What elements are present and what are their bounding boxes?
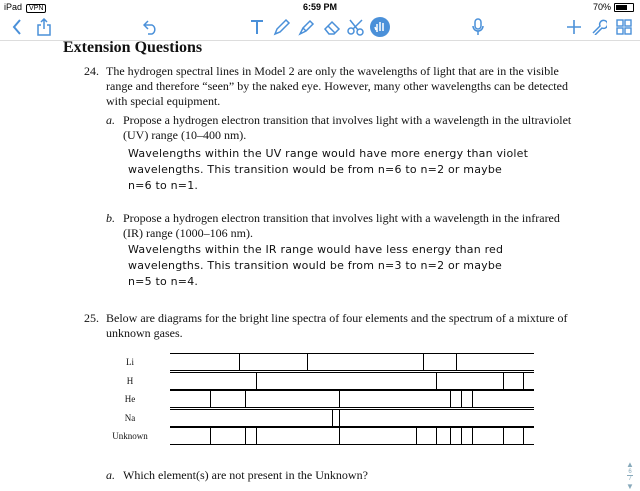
- spectral-line: [450, 391, 451, 407]
- wrench-icon[interactable]: [590, 16, 608, 38]
- spectral-line: [461, 391, 462, 407]
- status-bar: [0, 0, 640, 14]
- spectral-line: [339, 410, 340, 426]
- question-25-text: Below are diagrams for the bright line spectra of four elements and the spectrum of a mixture of unknown gases.: [106, 311, 568, 340]
- spectral-line: [339, 391, 340, 407]
- toolbar: [0, 14, 640, 40]
- document-page[interactable]: [0, 39, 640, 491]
- battery-indicator: 70%: [593, 2, 634, 12]
- spectral-line: [472, 391, 473, 407]
- spectral-line: [256, 428, 257, 444]
- spectral-line: [503, 428, 504, 444]
- spectral-line: [210, 428, 211, 444]
- undo-icon[interactable]: [141, 16, 161, 38]
- spectral-line: [332, 410, 333, 426]
- spectral-line: [245, 391, 246, 407]
- spectral-line: [416, 428, 417, 444]
- page-down-icon[interactable]: ▼: [626, 482, 634, 491]
- question-24a-text: Propose a hydrogen electron transition that involves light with a wavelength in the ultraviolet (UV) range (10–400 nm).: [123, 113, 572, 142]
- vpn-badge: VPN: [26, 4, 46, 13]
- hand-tool-icon[interactable]: [369, 16, 391, 38]
- battery-icon: [614, 3, 634, 12]
- spectrum-label: Unknown: [112, 431, 148, 441]
- spectral-line: [450, 428, 451, 444]
- spectral-line: [239, 354, 240, 370]
- spectrum-bar: [170, 353, 534, 371]
- spectrum-label: He: [124, 394, 136, 404]
- spectral-line: [436, 373, 437, 389]
- spectral-line: [523, 373, 524, 389]
- spectral-line: [461, 428, 462, 444]
- page-total: 7: [628, 476, 632, 482]
- sub-question-letter: a.: [106, 468, 115, 482]
- page-grid-icon[interactable]: [614, 16, 634, 38]
- highlighter-icon[interactable]: [297, 16, 317, 38]
- section-heading: Extension Questions: [63, 39, 203, 56]
- question-24b-text: Propose a hydrogen electron transition that involves light with a wavelength in the infrared (IR) range (1000–106 nm).: [123, 211, 560, 240]
- question-24-text: The hydrogen spectral lines in Model 2 are only the wavelengths of light that are in the visible range and therefore “seen” by the naked eye. However, many other wavelengths can be detected with special equipment.: [106, 64, 568, 108]
- spectral-line: [423, 354, 424, 370]
- spectrum-label: H: [126, 375, 134, 386]
- page-up-icon[interactable]: ▲: [626, 460, 634, 469]
- spectrum-label: Na: [124, 412, 136, 423]
- spectrum-label: Li: [126, 357, 134, 367]
- sub-question-letter: b.: [106, 211, 115, 225]
- spectrum-bar: [170, 427, 534, 445]
- spectral-line: [245, 428, 246, 444]
- spectrum-bar: [170, 372, 534, 390]
- spectrum-bar: [170, 390, 534, 408]
- spectral-line: [339, 428, 340, 444]
- question-number: 25.: [84, 311, 99, 325]
- spectral-line: [523, 428, 524, 444]
- page-indicator[interactable]: [622, 460, 638, 491]
- share-icon[interactable]: [34, 16, 54, 38]
- handwritten-answer-24a: Wavelengths within the UV range would have more energy than violet wavelengths. This transition would be from n=6 to n=2 or maybe n=6 to n=1.: [128, 147, 529, 192]
- eraser-icon[interactable]: [322, 16, 342, 38]
- spectral-line: [436, 428, 437, 444]
- text-tool-icon[interactable]: [248, 16, 266, 38]
- microphone-icon[interactable]: [469, 16, 487, 38]
- spectral-line: [456, 354, 457, 370]
- spectral-line: [307, 354, 308, 370]
- spectral-line: [503, 373, 504, 389]
- spectral-line: [472, 428, 473, 444]
- add-icon[interactable]: [565, 16, 583, 38]
- spectrum-bar: [170, 409, 534, 427]
- chevron-left-icon[interactable]: [8, 16, 26, 38]
- question-number: 24.: [84, 64, 99, 78]
- spectral-line: [256, 373, 257, 389]
- page-current: 6: [628, 469, 632, 475]
- scissors-icon[interactable]: [346, 16, 366, 38]
- device-label: iPad VPN: [4, 2, 46, 12]
- handwritten-answer-24b: Wavelengths within the IR range would have less energy than red wavelengths. This transition would be from n=3 to n=2 or maybe n=5 to n=4.: [128, 243, 504, 288]
- question-25a-text: Which element(s) are not present in the Unknown?: [123, 468, 368, 482]
- sub-question-letter: a.: [106, 113, 115, 127]
- pen-tool-icon[interactable]: [272, 16, 292, 38]
- clock: 6:59 PM: [302, 2, 337, 12]
- spectral-line: [210, 391, 211, 407]
